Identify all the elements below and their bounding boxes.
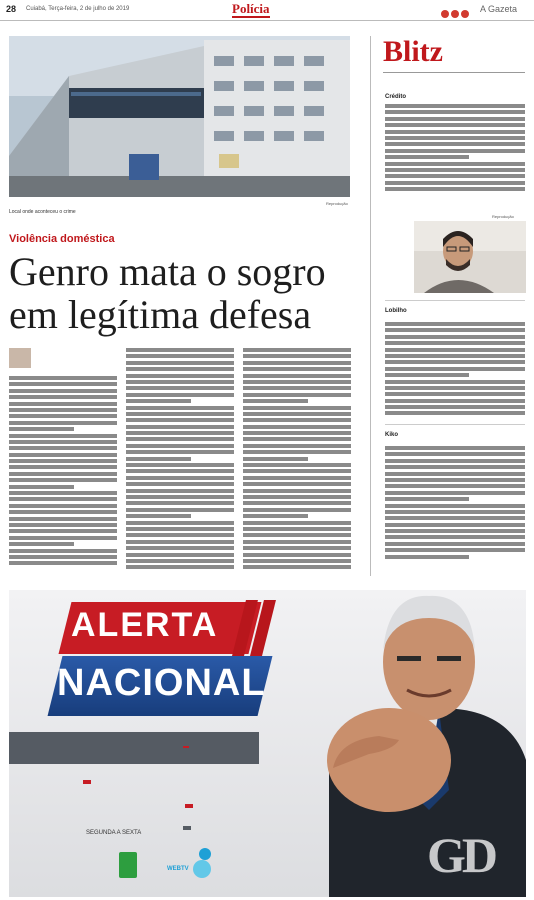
text-line (385, 392, 525, 396)
text-line (385, 380, 525, 384)
text-line (385, 328, 525, 332)
text-line (385, 335, 525, 339)
text-line (9, 497, 117, 501)
text-line (385, 555, 469, 559)
text-line (126, 463, 234, 467)
ad-band-tag (183, 746, 189, 748)
blitz-text-1 (385, 104, 525, 196)
text-line (385, 322, 525, 326)
text-line (126, 514, 191, 518)
blitz-subhead-3: Kiko (385, 432, 399, 438)
text-line (243, 361, 351, 365)
text-line (385, 472, 525, 476)
text-line (385, 354, 525, 358)
blitz-photo-credit: Reprodução (492, 214, 514, 219)
article-column-2 (126, 348, 234, 572)
blitz-rule (383, 72, 525, 73)
text-line (385, 452, 525, 456)
ad-red-pill-1 (83, 780, 91, 784)
column-divider (370, 36, 371, 576)
text-line (126, 457, 191, 461)
text-line (9, 434, 117, 438)
text-line (243, 348, 351, 352)
blitz-subhead-1: Crédito (385, 94, 406, 100)
text-line (9, 402, 117, 406)
text-line (9, 491, 117, 495)
text-line (385, 181, 525, 185)
text-line (243, 469, 351, 473)
text-line (243, 476, 351, 480)
text-line (385, 142, 525, 146)
blitz-text-3 (385, 446, 525, 566)
text-line (243, 437, 351, 441)
text-line (243, 386, 351, 390)
text-line (243, 380, 351, 384)
text-line (126, 521, 234, 525)
text-line (385, 548, 525, 552)
broadcaster-logo-icon (119, 852, 137, 878)
webtv-logo-icon-2 (193, 860, 211, 878)
logo-red-bars (239, 600, 275, 661)
text-line (9, 395, 117, 399)
blitz-divider-2 (385, 424, 525, 425)
text-line (126, 412, 234, 416)
tv-advertisement (9, 590, 526, 897)
text-line (126, 380, 234, 384)
logo-line-2: NACIONAL (57, 662, 266, 704)
text-line (385, 405, 525, 409)
logo-line-1: ALERTA (71, 606, 219, 644)
text-line (385, 360, 525, 364)
text-line (9, 459, 117, 463)
text-line (126, 469, 234, 473)
byline (9, 346, 119, 370)
text-line (243, 508, 351, 512)
webtv-logo-icon (199, 848, 211, 860)
text-line (9, 465, 117, 469)
blitz-divider-1 (385, 300, 525, 301)
text-line (126, 374, 234, 378)
text-line (385, 504, 525, 508)
text-line (243, 482, 351, 486)
text-line (385, 465, 525, 469)
text-line (9, 408, 117, 412)
text-line (9, 376, 117, 380)
text-line (243, 553, 351, 557)
text-line (385, 497, 469, 501)
text-line (9, 478, 117, 482)
text-line (243, 399, 308, 403)
text-line (126, 418, 234, 422)
text-line (385, 373, 469, 377)
ad-red-pill-2 (185, 804, 193, 808)
text-line (9, 453, 117, 457)
text-line (385, 399, 525, 403)
text-line (126, 437, 234, 441)
text-line (126, 393, 234, 397)
text-line (126, 450, 234, 454)
text-line (126, 476, 234, 480)
ad-grey-band (9, 732, 259, 764)
text-line (385, 123, 525, 127)
text-line (126, 501, 234, 505)
photo-caption: Local onde aconteceu o crime (9, 209, 76, 215)
text-line (385, 446, 525, 450)
text-line (9, 427, 74, 431)
text-line (126, 386, 234, 390)
text-line (9, 510, 117, 514)
watermark-logo: GD (427, 827, 494, 883)
text-line (385, 136, 525, 140)
text-line (9, 414, 117, 418)
columnist-photo (414, 221, 526, 293)
blitz-subhead-2: Lobilho (385, 308, 407, 314)
text-line (126, 361, 234, 365)
dateline: Cuiabá, Terça-feira, 2 de julho de 2019 (26, 6, 130, 12)
text-line (9, 421, 117, 425)
text-line (126, 482, 234, 486)
text-line (385, 542, 525, 546)
blitz-text-2 (385, 322, 525, 418)
photo-credit: Reprodução (326, 201, 348, 206)
text-line (243, 425, 351, 429)
text-line (243, 565, 351, 569)
text-line (243, 450, 351, 454)
text-line (126, 533, 234, 537)
text-line (243, 367, 351, 371)
text-line (9, 382, 117, 386)
text-line (126, 546, 234, 550)
text-line (385, 155, 469, 159)
text-line (243, 463, 351, 467)
text-line (385, 174, 525, 178)
ad-time (183, 826, 191, 830)
text-line (126, 489, 234, 493)
text-line (126, 367, 234, 371)
brand-dots-icon (441, 5, 471, 23)
text-line (243, 418, 351, 422)
text-line (243, 457, 308, 461)
text-line (243, 527, 351, 531)
text-line (385, 162, 525, 166)
text-line (243, 431, 351, 435)
text-line (385, 367, 525, 371)
text-line (385, 459, 525, 463)
article-headline: Genro mata o sogro em legítima defesa (9, 249, 326, 337)
text-line (385, 491, 525, 495)
page-number: 28 (6, 4, 17, 14)
section-title: Polícia (232, 1, 270, 16)
author-avatar (9, 348, 31, 368)
text-line (9, 485, 74, 489)
text-line (9, 536, 117, 540)
text-line (9, 561, 117, 565)
text-line (385, 510, 525, 514)
text-line (243, 559, 351, 563)
text-line (126, 508, 234, 512)
text-line (385, 535, 525, 539)
text-line (385, 117, 525, 121)
text-line (126, 348, 234, 352)
text-line (385, 104, 525, 108)
text-line (385, 187, 525, 191)
text-line (243, 540, 351, 544)
text-line (126, 559, 234, 563)
text-line (385, 130, 525, 134)
text-line (126, 406, 234, 410)
text-line (385, 386, 525, 390)
sponsor-logo: WEBTV (167, 866, 189, 872)
text-line (385, 478, 525, 482)
text-line (243, 489, 351, 493)
text-line (385, 523, 525, 527)
text-line (243, 393, 351, 397)
text-line (126, 565, 234, 569)
article-photo (9, 36, 350, 197)
text-line (243, 406, 351, 410)
text-line (126, 495, 234, 499)
text-line (9, 517, 117, 521)
text-line (9, 472, 117, 476)
text-line (243, 533, 351, 537)
text-line (9, 523, 117, 527)
text-line (126, 399, 191, 403)
text-line (243, 514, 308, 518)
text-line (243, 412, 351, 416)
text-line (9, 549, 117, 553)
text-line (9, 389, 117, 393)
text-line (385, 529, 525, 533)
text-line (385, 516, 525, 520)
text-line (243, 354, 351, 358)
article-column-3 (243, 348, 351, 572)
text-line (385, 149, 525, 153)
text-line (9, 542, 74, 546)
article-kicker: Violência doméstica (9, 233, 115, 245)
text-line (243, 374, 351, 378)
text-line (385, 168, 525, 172)
text-line (9, 504, 117, 508)
text-line (243, 546, 351, 550)
text-line (385, 110, 525, 114)
text-line (126, 425, 234, 429)
text-line (126, 540, 234, 544)
text-line (9, 529, 117, 533)
text-line (126, 354, 234, 358)
text-line (126, 431, 234, 435)
newspaper-brand: A Gazeta (480, 4, 518, 14)
text-line (243, 495, 351, 499)
text-line (385, 348, 525, 352)
text-line (385, 341, 525, 345)
page-header (0, 0, 534, 21)
blitz-title: Blitz (383, 35, 443, 68)
text-line (243, 444, 351, 448)
text-line (385, 411, 525, 415)
article-column-1 (9, 376, 117, 572)
ad-schedule: SEGUNDA A SEXTA (86, 830, 142, 836)
text-line (126, 553, 234, 557)
text-line (385, 484, 525, 488)
text-line (9, 446, 117, 450)
text-line (126, 444, 234, 448)
text-line (9, 440, 117, 444)
text-line (126, 527, 234, 531)
text-line (243, 521, 351, 525)
text-line (9, 555, 117, 559)
text-line (243, 501, 351, 505)
